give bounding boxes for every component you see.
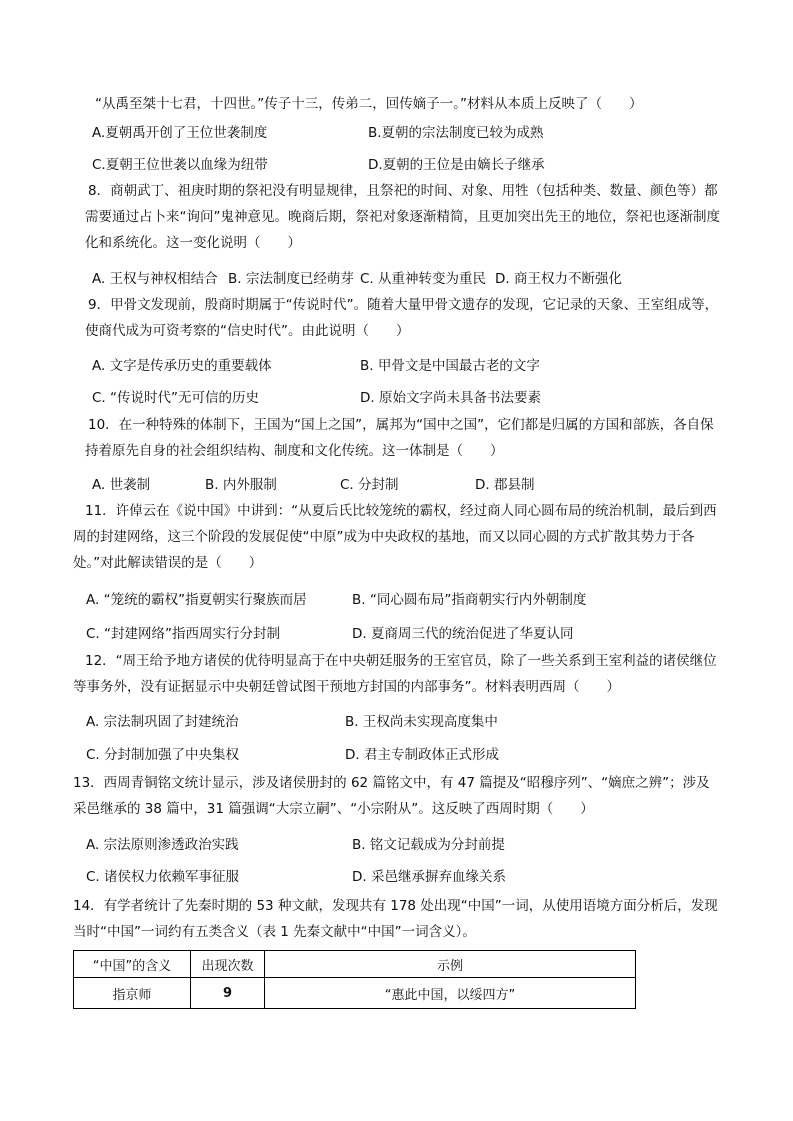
table-header: 出现次数 [191, 951, 265, 978]
q11-option-b: B. “同心圆布局”指商朝实行内外朝制度 [352, 592, 587, 608]
q10-option-c: C. 分封制 [340, 477, 399, 493]
q9-stem: 9．甲骨文发现前，殷商时期属于“传说时代”。随着大量甲骨文遗存的发现，它记录的天象、王室组成等，使商代成为可资考察的“信史时代”。由此说明（ ） [85, 297, 719, 339]
q10-stem: 10．在一种特殊的体制下，王国为“国上之国”，属邦为“国中之国”，它们都是归属的方国和部族，各自保持着原先自身的社会组织结构、制度和文化传统。这一体制是（ ） [85, 417, 714, 459]
q8-option-a: A. 王权与神权相结合 [92, 271, 218, 287]
q13-option-d: D. 采邑继承摒弃血缘关系 [352, 869, 506, 885]
q8-option-b: B. 宗法制度已经萌芽 [228, 271, 354, 287]
q11-option-d: D. 夏商周三代的统治促进了华夏认同 [352, 626, 574, 642]
q7-option-a: A.夏朝禹开创了王位世袭制度 [92, 125, 268, 141]
q13-option-b: B. 铭文记载成为分封前提 [352, 837, 505, 853]
q11-option-c: C. “封建网络”指西周实行分封制 [86, 626, 280, 642]
q7-option-b: B.夏朝的宗法制度已较为成熟 [368, 125, 544, 141]
q10-option-d: D. 郡县制 [475, 477, 535, 493]
q12-option-b: B. 王权尚未实现高度集中 [345, 714, 498, 730]
q7-stem: “从禹至桀十七君，十四世。”传子十三，传弟二，回传嫡子一。”材料从本质上反映了（ ） [95, 96, 643, 112]
q13-option-a: A. 宗法原则渗透政治实践 [86, 837, 239, 853]
q9-option-d: D. 原始文字尚未具备书法要素 [360, 390, 541, 406]
q8-option-d: D. 商王权力不断强化 [495, 271, 622, 287]
table-header: 示例 [265, 951, 636, 978]
q10-option-b: B. 内外服制 [205, 477, 277, 493]
table-cell: “惠此中国，以绥四方” [265, 978, 636, 1009]
table-header-row [74, 951, 636, 978]
q10-option-a: A. 世袭制 [92, 477, 151, 493]
q11-option-a: A. “笼统的霸权”指夏朝实行聚族而居 [86, 592, 307, 608]
q12-option-d: D. 君主专制政体正式形成 [345, 747, 499, 763]
q7-option-c: C.夏朝王位世袭以血缘为纽带 [92, 157, 268, 173]
table-header: “中国”的含义 [74, 951, 191, 978]
q8-option-c: C. 从重神转变为重民 [360, 271, 487, 287]
meaning-table [73, 950, 636, 1009]
q9-option-c: C. “传说时代”无可信的历史 [92, 390, 259, 406]
q13-stem: 13．西周青铜铭文统计显示，涉及诸侯册封的 62 篇铭文中，有 47 篇提及“昭穆序列”、“嫡庶之辨”；涉及采邑继承的 38 篇中，31 篇强调“大宗立嗣”、“小宗附从”。这反映了西周时期（ ） [73, 775, 710, 817]
q12-option-c: C. 分封制加强了中央集权 [86, 747, 240, 763]
q12-option-a: A. 宗法制巩固了封建统治 [86, 714, 239, 730]
table-row [74, 978, 636, 1009]
table-cell: 指京师 [74, 978, 191, 1009]
q7-option-d: D.夏朝的王位是由嫡长子继承 [368, 157, 545, 173]
q9-option-a: A. 文字是传承历史的重要载体 [92, 358, 272, 374]
table-cell: 9 [191, 978, 265, 1009]
q11-stem: 11．许倬云在《说中国》中讲到：“从夏后氏比较笼统的霸权，经过商人同心圆布局的统治机制，最后到西周的封建网络，这三个阶段的发展促使“中原”成为中央政权的基地，而又以同心圆的方式扩散其势力于各处。”对此解读错误的是（ ） [73, 503, 717, 571]
q14-stem: 14．有学者统计了先秦时期的 53 种文献，发现共有 178 处出现“中国”一词，从使用语境方面分析后，发现当时“中国”一词约有五类含义（表 1 先秦文献中“中国”一词含义）。 [73, 898, 718, 940]
q9-option-b: B. 甲骨文是中国最古老的文字 [360, 358, 540, 374]
q12-stem: 12．“周王给予地方诸侯的优待明显高于在中央朝廷服务的王室官员，除了一些关系到王室利益的诸侯继位等事务外，没有证据显示中央朝廷曾试图干预地方封国的内部事务”。材料表明西周（ ） [73, 653, 717, 695]
q8-stem: 8．商朝武丁、祖庚时期的祭祀没有明显规律，且祭祀的时间、对象、用牲（包括种类、数量、颜色等）都需要通过占卜来“询问”鬼神意见。晚商后期，祭祀对象逐渐精简，且更加突出先王的地位，祭祀也逐渐制度化和系统化。这一变化说明（ ） [85, 183, 720, 251]
q13-option-c: C. 诸侯权力依赖军事征服 [86, 869, 240, 885]
